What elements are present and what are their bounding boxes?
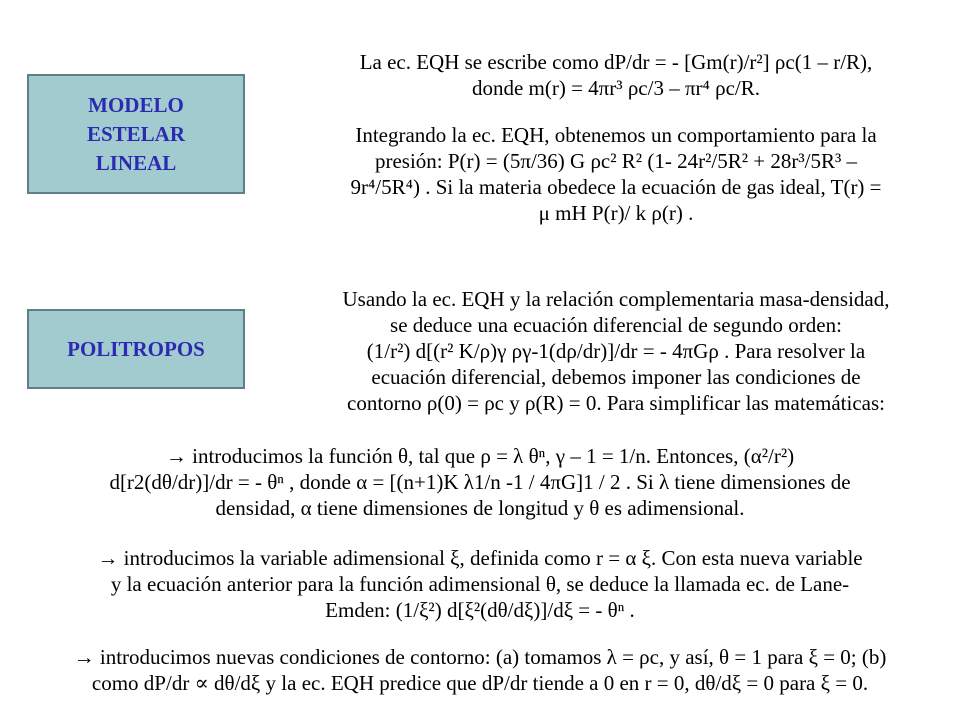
text-line: d[r2(dθ/dr)]/dr = - θⁿ , donde α = [(n+1)K λ1/n -1 / 4πG]1 / 2 . Si λ tiene dimensiones de: [109, 470, 851, 494]
box-label-line: POLITROPOS: [67, 336, 205, 361]
integration-paragraph: [280, 122, 952, 226]
box-label-line: ESTELAR: [86, 121, 186, 146]
text-line: → introducimos nuevas condiciones de contorno: (a) tomamos λ = ρc, y así, θ = 1 para ξ = 0; (b): [73, 645, 887, 669]
text-line: 9r⁴/5R⁴) . Si la materia obedece la ecuación de gas ideal, T(r) =: [350, 175, 882, 199]
text-line: ecuación diferencial, debemos imponer las condiciones de: [371, 365, 861, 389]
text-line: → introducimos la variable adimensional ξ, definida como r = α ξ. Con esta nueva variable: [97, 546, 863, 570]
text-line: → introducimos la función θ, tal que ρ = λ θⁿ, γ – 1 = 1/n. Entonces, (α²/r²): [165, 444, 795, 468]
text-line: donde m(r) = 4πr³ ρc/3 – πr⁴ ρc/R.: [471, 76, 761, 100]
text-line: densidad, α tiene dimensiones de longitud y θ es adimensional.: [215, 496, 745, 520]
text-line: como dP/dr ∝ dθ/dξ y la ec. EQH predice que dP/dr tiende a 0 en r = 0, dθ/dξ = 0 para ξ = 0.: [91, 671, 869, 695]
text-line: contorno ρ(0) = ρc y ρ(R) = 0. Para simplificar las matemáticas:: [347, 391, 885, 415]
text-line: La ec. EQH se escribe como dP/dr = - [Gm(r)/r²] ρc(1 – r/R),: [359, 50, 873, 74]
theta-paragraph: [20, 443, 940, 521]
text-line: Emden: (1/ξ²) d[ξ²(dθ/dξ)]/dξ = - θⁿ .: [325, 598, 635, 622]
box-label-line: LINEAL: [95, 150, 177, 175]
politropos-box: [27, 309, 245, 389]
eqh-paragraph: [280, 49, 952, 101]
xi-paragraph: [20, 545, 940, 623]
modelo-estelar-lineal-box: [27, 74, 245, 194]
text-line: μ mH P(r)/ k ρ(r) .: [538, 201, 694, 225]
box-label-line: MODELO: [88, 92, 184, 117]
text-line: Integrando la ec. EQH, obtenemos un comportamiento para la: [355, 123, 877, 147]
text-line: (1/r²) d[(r² K/ρ)γ ργ-1(dρ/dr)]/dr = - 4πGρ . Para resolver la: [366, 339, 866, 363]
text-line: Usando la ec. EQH y la relación complementaria masa-densidad,: [342, 287, 890, 311]
text-line: presión: P(r) = (5π/36) G ρc² R² (1- 24r²/5R² + 28r³/5R³ –: [374, 149, 858, 173]
text-line: y la ecuación anterior para la función adimensional θ, se deduce la llamada ec. de Lane-: [110, 572, 850, 596]
conditions-paragraph: [20, 644, 940, 696]
text-line: se deduce una ecuación diferencial de segundo orden:: [390, 313, 842, 337]
polytropes-paragraph: [280, 286, 952, 416]
